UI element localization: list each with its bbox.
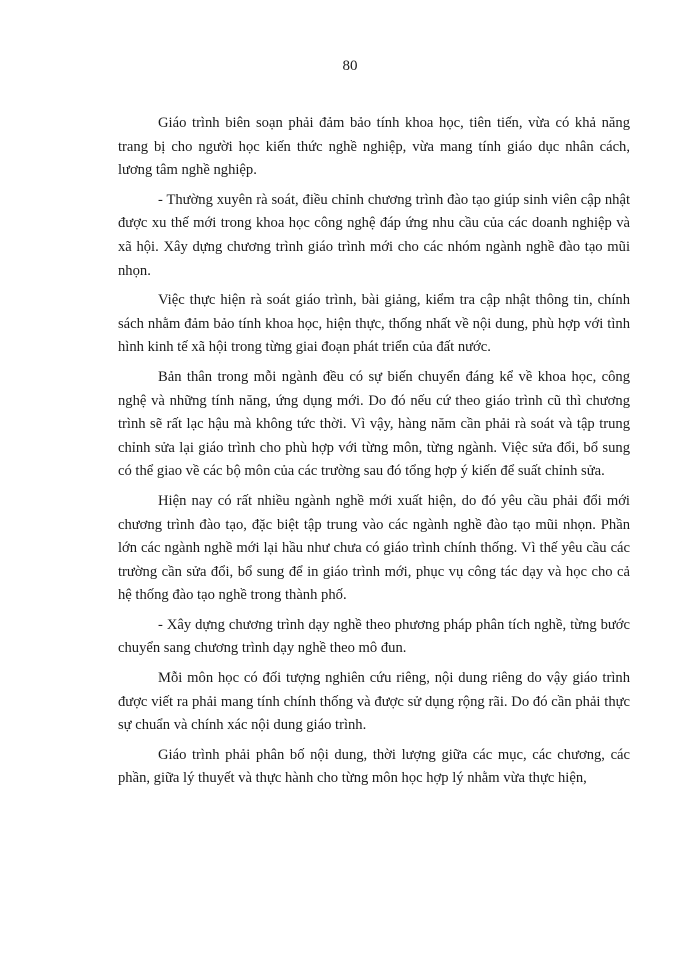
paragraph-3: Việc thực hiện rà soát giáo trình, bài giảng, kiểm tra cập nhật thông tin, chính sách nhằm đảm bảo tính khoa học, hiện thực, thống nhất về nội dung, phù hợp với tình hình kinh tế xã hội trong từng giai đoạn phát triển của đất nước.	[118, 292, 630, 356]
paragraph-7: Mỗi môn học có đối tượng nghiên cứu riêng, nội dung riêng do vậy giáo trình được viết ra phải mang tính chính thống và được sử dụng rộng rãi. Do đó cần phải thực sự chuẩn và chính xác nội dung giáo trình.	[118, 670, 630, 734]
paragraph-8: Giáo trình phải phân bố nội dung, thời lượng giữa các mục, các chương, các phần, giữa lý thuyết và thực hành cho từng môn học hợp lý nhằm vừa thực hiện,	[118, 746, 630, 787]
paragraph-6: - Xây dựng chương trình dạy nghề theo phương pháp phân tích nghề, từng bước chuyển sang chương trình dạy nghề theo mô đun.	[118, 616, 630, 657]
paragraph-4: Bản thân trong mỗi ngành đều có sự biến chuyển đáng kể về khoa học, công nghệ và những tính năng, ứng dụng mới. Do đó nếu cứ theo giáo trình cũ thì chương trình sẽ rất lạc hậu mà không tức thời. Vì vậy, hàng năm cần phải rà soát và tập trung chỉnh sửa lại giáo trình cho phù hợp với từng môn, từng ngành. Việc sửa đổi, bổ sung có thể giao về các bộ môn của các trường sau đó tổng hợp ý kiến để suất chỉnh sửa.	[118, 368, 630, 480]
body-text	[118, 112, 630, 797]
page-number: 80	[342, 58, 358, 74]
paragraph-5: Hiện nay có rất nhiều ngành nghề mới xuất hiện, do đó yêu cầu phải đổi mới chương trình đào tạo, đặc biệt tập trung vào các ngành nghề đào tạo mũi nhọn. Phần lớn các ngành nghề mới lại hầu như chưa có giáo trình chính thống. Vì thế yêu cầu các trường cần sửa đổi, bổ sung để in giáo trình mới, phục vụ công tác dạy và học cho cả hệ thống đào tạo nghề trong thành phố.	[118, 492, 630, 604]
paragraph-2: - Thường xuyên rà soát, điều chỉnh chương trình đào tạo giúp sinh viên cập nhật được xu thế mới trong khoa học công nghệ đáp ứng nhu cầu của các doanh nghiệp và xã hội. Xây dựng chương trình giáo trình mới cho các nhóm ngành nghề đào tạo mũi nhọn.	[118, 191, 630, 279]
paragraph-1: Giáo trình biên soạn phải đảm bảo tính khoa học, tiên tiến, vừa có khả năng trang bị cho người học kiến thức nghề nghiệp, vừa mang tính giáo dục nhân cách, lương tâm nghề nghiệp.	[118, 115, 630, 179]
